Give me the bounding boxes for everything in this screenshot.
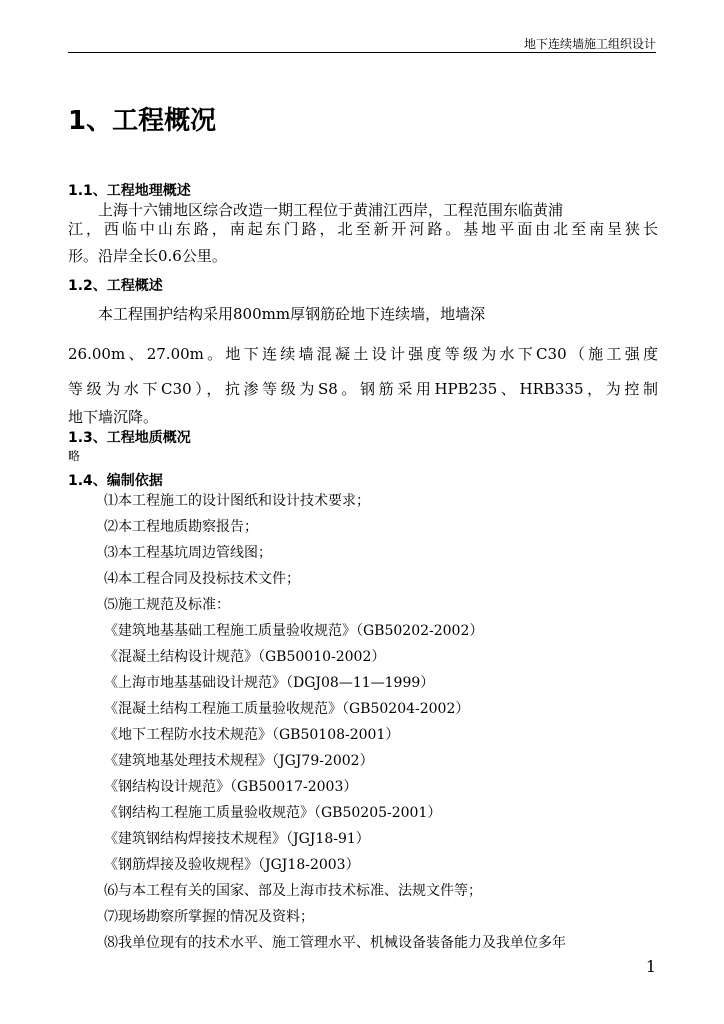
paragraph-line: 等级为水下C30），抗渗等级为S8。钢筋采用HPB235、HRB335，为控制 bbox=[68, 380, 658, 398]
basis-item: ⑹与本工程有关的国家、部及上海市技术标准、法规文件等； bbox=[104, 883, 482, 899]
standard-item: 《建筑钢结构焊接技术规程》（JGJ18-91） bbox=[104, 831, 370, 847]
paragraph-line: 江，西临中山东路，南起东门路，北至新开河路。基地平面由北至南呈狭长 bbox=[68, 220, 658, 238]
standard-item: 《地下工程防水技术规范》（GB50108-2001） bbox=[104, 727, 400, 743]
basis-item: ⑵本工程地质勘察报告； bbox=[104, 519, 258, 535]
standard-item: 《钢结构设计规范》（GB50017-2003） bbox=[104, 779, 358, 795]
standard-item: 《混凝土结构设计规范》（GB50010-2002） bbox=[104, 649, 386, 665]
running-header: 地下连续墙施工组织设计 bbox=[523, 37, 656, 51]
page-number: 1 bbox=[645, 957, 656, 976]
basis-item: ⑻我单位现有的技术水平、施工管理水平、机械设备装备能力及我单位多年 bbox=[104, 935, 566, 951]
basis-item: ⑴本工程施工的设计图纸和设计技术要求； bbox=[104, 493, 370, 509]
basis-item: ⑸施工规范及标准： bbox=[104, 597, 230, 613]
standard-item: 《上海市地基基础设计规范》（DGJ08—11—1999） bbox=[104, 675, 435, 691]
paragraph-line: 形。沿岸全长0.6公里。 bbox=[68, 247, 227, 265]
section-body: 略 bbox=[68, 449, 81, 463]
section-heading-1-3: 1.3、工程地质概况 bbox=[68, 430, 191, 446]
section-heading-1-2: 1.2、工程概述 bbox=[68, 278, 163, 294]
basis-item: ⑶本工程基坑周边管线图； bbox=[104, 545, 272, 561]
standard-item: 《建筑地基基础工程施工质量验收规范》（GB50202-2002） bbox=[104, 623, 484, 639]
paragraph-line: 26.00m、27.00m。地下连续墙混凝土设计强度等级为水下C30（施工强度 bbox=[68, 345, 658, 363]
header-rule bbox=[68, 52, 656, 53]
standard-item: 《钢筋焊接及验收规程》（JGJ18-2003） bbox=[104, 857, 360, 873]
standard-item: 《建筑地基处理技术规程》（JGJ79-2002） bbox=[104, 753, 374, 769]
paragraph-line: 地下墙沉降。 bbox=[68, 408, 159, 426]
basis-item: ⑺现场勘察所掌握的情况及资料； bbox=[104, 909, 314, 925]
section-heading-1-1: 1.1、工程地理概述 bbox=[68, 183, 191, 199]
standard-item: 《混凝土结构工程施工质量验收规范》（GB50204-2002） bbox=[104, 701, 470, 717]
paragraph-line: 上海十六铺地区综合改造一期工程位于黄浦江西岸，工程范围东临黄浦 bbox=[98, 201, 564, 219]
basis-item: ⑷本工程合同及投标技术文件； bbox=[104, 571, 300, 587]
paragraph-line: 本工程围护结构采用800mm厚钢筋砼地下连续墙，地墙深 bbox=[98, 305, 486, 323]
section-heading-1-4: 1.4、编制依据 bbox=[68, 473, 163, 489]
standard-item: 《钢结构工程施工质量验收规范》（GB50205-2001） bbox=[104, 805, 442, 821]
page-title: 1、工程概况 bbox=[68, 106, 217, 136]
